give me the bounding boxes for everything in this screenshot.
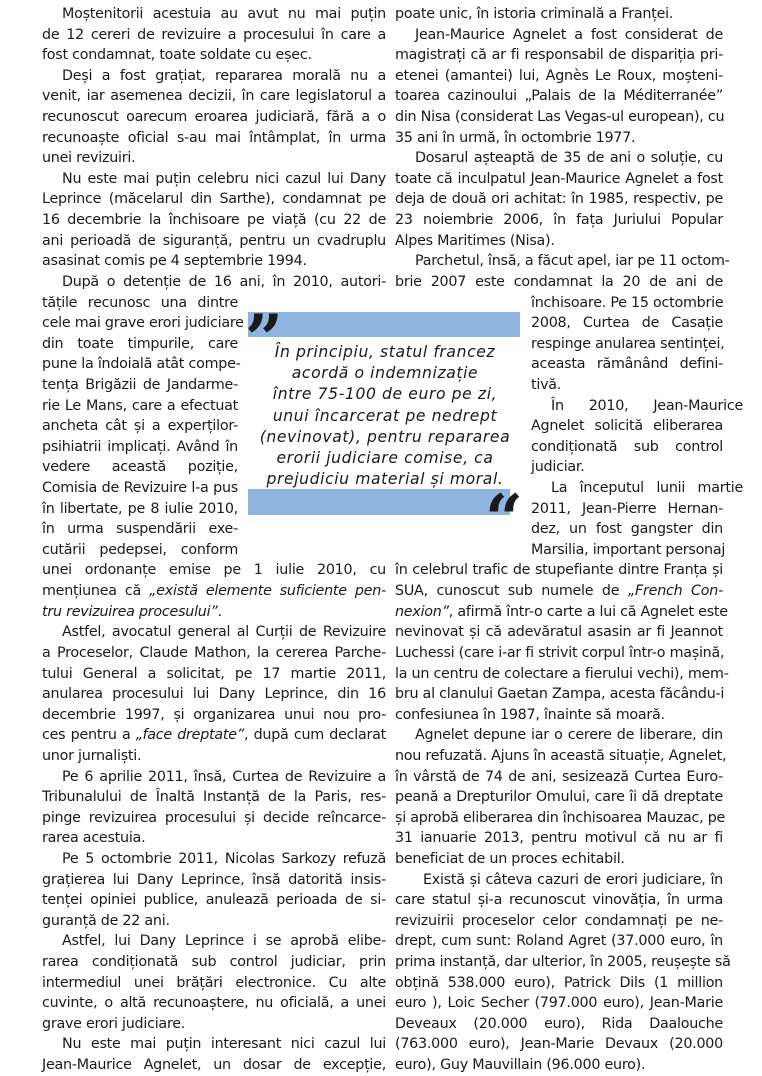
quoted-phrase: „există elemente suficiente pen- xyxy=(149,583,386,600)
paragraph-line: drept, cum sunt: Roland Agret (37.000 euro, în xyxy=(395,933,723,950)
paragraph-line: revizuirii proceselor celor condamnați pe ne- xyxy=(395,912,723,929)
paragraph-line: euro ), Loic Secher (797.000 euro), Jean-Marie xyxy=(395,995,723,1012)
paragraph-line: poate unic, în istoria criminală a Franței. xyxy=(395,6,674,22)
paragraph-line: (763.000 euro), Jean-Marie Devaux (20.000 xyxy=(395,1036,723,1053)
paragraph-line: tivă. xyxy=(531,376,562,393)
pull-quote-line: unui încarcerat pe nedrept xyxy=(272,406,498,425)
paragraph-line: bru al clanului Gaetan Zampa, acesta făcându-i xyxy=(395,686,725,703)
paragraph-line: La începutul lunii martie xyxy=(551,480,743,497)
paragraph-line: Moștenitorii acestuia au avut nu mai puțin xyxy=(62,6,386,22)
paragraph-line: din Nisa (considerat Las Vegas-ul european), cu xyxy=(395,109,725,126)
quote-open-icon: ” xyxy=(245,300,283,378)
pull-quote-bottom-bar xyxy=(248,489,510,515)
paragraph-line: unei revizuiri. xyxy=(42,150,136,167)
paragraph-line: dez, un fost gangster din xyxy=(531,521,723,538)
paragraph-line: Jean-Maurice Agnelet, un dosar de excepție, xyxy=(42,1057,386,1074)
paragraph-line: În 2010, Jean-Maurice xyxy=(551,397,743,414)
paragraph-line: închisoare. Pe 15 octombrie xyxy=(531,294,724,311)
paragraph-line: tățile recunosc una dintre xyxy=(42,294,238,311)
paragraph-line: Jean-Maurice Agnelet a fost considerat de xyxy=(415,26,723,43)
paragraph-line: în celebrul trafic de stupefiante dintre Franța și xyxy=(395,562,723,579)
pull-quote-text xyxy=(249,342,521,490)
paragraph-line: ces pentru a „face dreptate”, după cum declarat xyxy=(42,727,386,744)
paragraph-line: brie 2007 este condamnat la 20 de ani de xyxy=(395,273,723,290)
paragraph-line: vedere această poziție, xyxy=(42,459,238,476)
paragraph-line: Dosarul așteaptă de 35 de ani o soluție, cu xyxy=(415,150,723,167)
paragraph-line: în libertate, pe 8 iulie 2010, xyxy=(42,500,238,517)
paragraph-line: care statul și-a recunoscut vinovăția, în urma xyxy=(395,892,723,909)
paragraph-line: aceasta rămânând defini- xyxy=(531,356,723,373)
paragraph-line: cele mai grave erori judiciare xyxy=(42,315,244,332)
paragraph-line: grațierea lui Dany Leprince, însă datorită insis- xyxy=(42,871,386,888)
pull-quote-line: (nevinovat), pentru repararea xyxy=(259,427,511,446)
paragraph-line: rie Le Mans, care a efectuat xyxy=(42,397,238,414)
paragraph-line: Există și câteva cazuri de erori judiciare, în xyxy=(423,871,723,888)
paragraph-line: Alpes Maritimes (Nisa). xyxy=(395,232,555,249)
paragraph-line: unei ordonanțe emise pe 1 iulie 2010, cu xyxy=(42,562,386,579)
paragraph-line: SUA, cunoscut sub numele de „French Con- xyxy=(395,583,723,600)
paragraph-line: peană a Drepturilor Omului, care îi dă dreptate xyxy=(395,789,723,806)
paragraph-line: fost condamnat, toate soldate cu eșec. xyxy=(42,47,312,64)
article-right-column xyxy=(395,4,743,1076)
paragraph-line: tului General a solicitat, pe 17 martie 2011, xyxy=(42,665,386,682)
paragraph-line: nevinovat și că adevăratul asasin ar fi Jeannot xyxy=(395,624,723,641)
pull-quote-line: erorii judiciare comise, ca xyxy=(276,449,494,468)
paragraph-line: rarea acestuia. xyxy=(42,830,146,847)
paragraph-line: cuvinte, o altă recunoaștere, nu oficială, a unei xyxy=(42,995,386,1012)
paragraph-line: Tribunalului de Înaltă Instanță de la Paris, res- xyxy=(42,789,386,806)
paragraph-line: pune la îndoială atât compe- xyxy=(42,356,241,373)
paragraph-line: mențiunea că „există elemente suficiente pen- xyxy=(42,583,386,600)
article-left-column xyxy=(42,4,386,1076)
paragraph-line: toarea cazinoului „Palais de la Méditerranée” xyxy=(395,88,723,105)
paragraph-line: Deveaux (20.000 euro), Rida Daalouche xyxy=(395,1015,723,1032)
paragraph-line: 23 noiembrie 2006, în fața Juriului Popular xyxy=(395,212,723,229)
paragraph-line: ani perioadă de siguranță, pentru un cvadruplu xyxy=(42,232,386,249)
paragraph-line: Agnelet depune iar o cerere de liberare, din xyxy=(415,727,723,744)
paragraph-line: Marsilia, important personaj xyxy=(531,541,726,558)
paragraph-line: de 12 cereri de revizuire a procesului în care a xyxy=(42,26,386,43)
paragraph-line: tru revizuirea procesului”. xyxy=(42,603,222,620)
quoted-phrase: nexion” xyxy=(395,603,449,620)
paragraph-line: asasinat comis pe 4 septembrie 1994. xyxy=(42,253,307,270)
paragraph-line: Nu este mai puțin interesant nici cazul lui xyxy=(62,1036,386,1053)
paragraph-line: venit, iar asemenea decizii, în care legislatorul a xyxy=(42,88,386,105)
paragraph-line: Pe 5 octombrie 2011, Nicolas Sarkozy refuză xyxy=(62,850,386,867)
paragraph-line: 16 decembrie la închisoare pe viață (cu 22 de xyxy=(42,212,386,229)
paragraph-line: psihiatrii implicați. Având în xyxy=(42,438,238,455)
paragraph-line: deja de două ori achitat: în 1985, respectiv, pe xyxy=(395,191,723,208)
paragraph-line: condiționată sub control xyxy=(531,438,723,455)
paragraph-line: Parchetul, însă, a făcut apel, iar pe 11 octom- xyxy=(415,253,730,270)
paragraph-line: confesiunea în 1987, înainte să moară. xyxy=(395,706,665,723)
paragraph-line: grave erori judiciare. xyxy=(42,1015,186,1032)
paragraph-line: cutării pedepsei, conform xyxy=(42,541,238,558)
quoted-phrase: „face dreptate” xyxy=(135,727,244,744)
paragraph-line: ancheta cât și a experților- xyxy=(42,418,238,435)
paragraph-line: nou refuzată. Ajuns în această situație, Agnelet, xyxy=(395,747,727,764)
paragraph-line: recunoscut oarecum eroarea judiciară, fără a o xyxy=(42,109,386,126)
paragraph-line: obțină 538.000 euro), Patrick Dils (1 million xyxy=(395,974,723,991)
pull-quote xyxy=(245,300,525,558)
paragraph-line: decembrie 1997, și organizarea unui nou pro- xyxy=(42,706,386,723)
paragraph-line: Agnelet solicită eliberarea xyxy=(531,418,723,435)
paragraph-line: din toate timpurile, care xyxy=(42,335,238,352)
paragraph-line: toate că inculpatul Jean-Maurice Agnelet a fost xyxy=(395,170,723,187)
paragraph-line: recunoaște oficial s-au mai întâmplat, în urma xyxy=(42,129,386,146)
paragraph-line: anularea procesului lui Dany Leprince, din 16 xyxy=(42,686,386,703)
paragraph-line: intermediul unei brățări electronice. Cu alte xyxy=(42,974,386,991)
paragraph-line: pinge revizuirea procesului și decide reîncarce- xyxy=(42,809,386,826)
paragraph-line: Pe 6 aprilie 2011, însă, Curtea de Revizuire a xyxy=(62,768,386,785)
paragraph-line: După o detenție de 16 ani, în 2010, autori- xyxy=(62,273,386,290)
paragraph-line: beneficiat de un proces echitabil. xyxy=(395,850,625,867)
pull-quote-line: acordă o indemnizație xyxy=(291,364,479,383)
paragraph-line: 35 ani în urmă, în octombrie 1977. xyxy=(395,129,636,146)
paragraph-line: 2008, Curtea de Casație xyxy=(531,315,723,332)
paragraph-line: a Proceselor, Claude Mathon, la cererea Parche- xyxy=(42,644,386,661)
paragraph-line: euro), Guy Mauvillain (96.000 euro). xyxy=(395,1057,646,1074)
paragraph-line: 2011, Jean-Pierre Hernan- xyxy=(531,500,723,517)
paragraph-line: 31 ianuarie 2013, pentru motivul că nu ar fi xyxy=(395,830,723,847)
paragraph-line: nexion”, afirmă într-o carte a lui că Agnelet este xyxy=(395,603,728,620)
paragraph-line: Astfel, lui Dany Leprince i se aprobă elibe- xyxy=(62,933,386,950)
pull-quote-line: În principiu, statul francez xyxy=(274,343,496,361)
quoted-phrase: tru revizuirea procesului” xyxy=(42,603,218,620)
paragraph-line: Deși a fost grațiat, repararea morală nu a xyxy=(62,67,386,84)
pull-quote-line: prejudiciu material și moral. xyxy=(266,470,504,489)
quoted-phrase: „French Con- xyxy=(627,583,723,600)
paragraph-line: și aprobă eliberarea din închisoarea Mauzac, pe xyxy=(395,809,726,826)
paragraph-line: Leprince (măcelarul din Sarthe), condamnat pe xyxy=(42,191,386,208)
paragraph-line: în urma suspendării exe- xyxy=(42,521,238,538)
paragraph-line: respinge anularea sentinței, xyxy=(531,335,725,352)
paragraph-line: prima instanță, dar ulterior, în 2005, reușește să xyxy=(395,954,731,971)
paragraph-line: în vârstă de 74 de ani, sesizează Curtea Euro- xyxy=(395,768,723,785)
paragraph-line: Nu este mai puțin celebru nici cazul lui Dany xyxy=(62,170,386,187)
paragraph-line: etenei (amantei) lui, Agnès Le Roux, moșteni- xyxy=(395,67,723,84)
pull-quote-top-bar xyxy=(248,312,520,337)
paragraph-line: rarea condiționată sub control judiciar, prin xyxy=(42,954,386,971)
paragraph-line: tenței opiniei publice, anulează perioada de si- xyxy=(42,892,386,909)
paragraph-line: guranță de 22 ani. xyxy=(42,912,170,929)
paragraph-line: unor jurnaliști. xyxy=(42,747,142,764)
paragraph-line: tența Brigăzii de Jandarme- xyxy=(42,376,238,393)
quote-close-icon: “ xyxy=(485,480,523,558)
paragraph-line: magistrați că ar fi responsabil de dispariția pri- xyxy=(395,47,723,64)
paragraph-line: Astfel, avocatul general al Curții de Revizuire xyxy=(62,624,386,641)
paragraph-line: judiciar. xyxy=(531,459,585,476)
paragraph-line: la un centru de colectare a fierului vechi), mem- xyxy=(395,665,729,682)
paragraph-line: Comisia de Revizuire l-a pus xyxy=(42,480,238,497)
pull-quote-line: între 75-100 de euro pe zi, xyxy=(272,385,498,404)
paragraph-line: Luchessi (care i-ar fi strivit corpul într-o mașină, xyxy=(395,644,725,661)
